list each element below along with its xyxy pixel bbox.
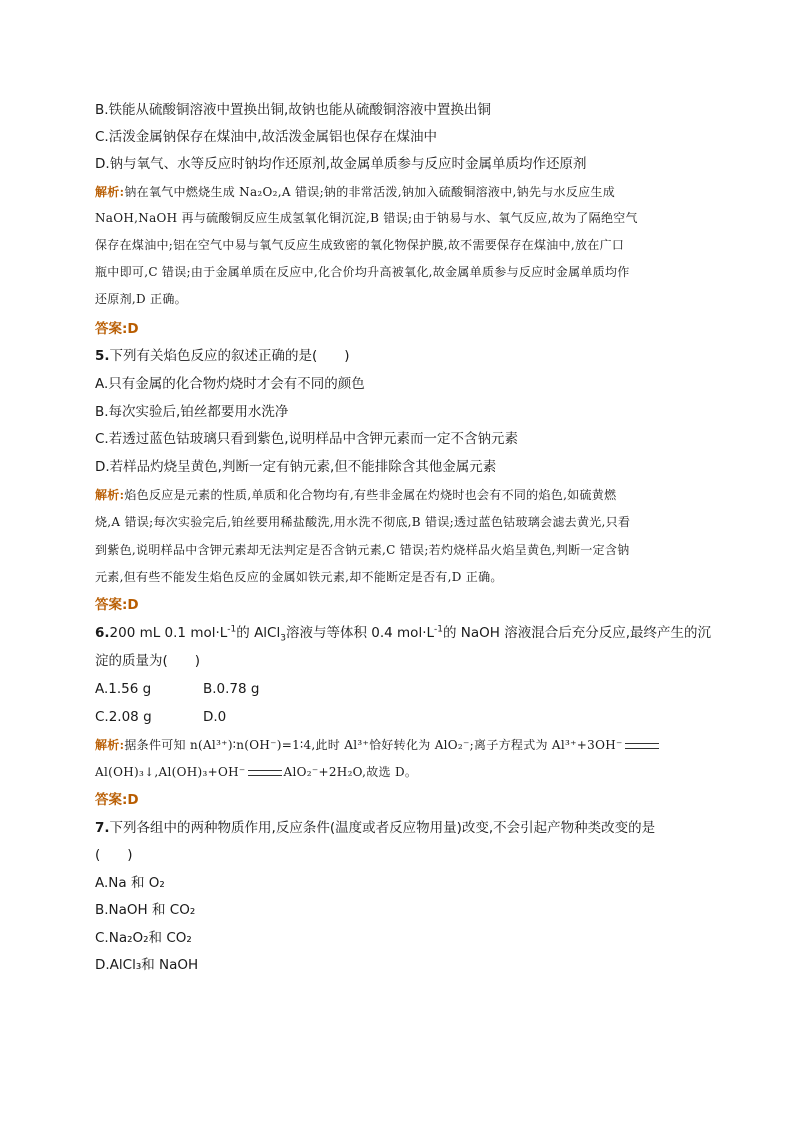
explanation-label: 解析: xyxy=(95,488,125,502)
q6-option-a: A.1.56 g xyxy=(95,681,152,697)
q5-option-d: D.若样品灼烧呈黄色,判断一定有钠元素,但不能排除含其他金属元素 xyxy=(95,459,497,475)
q6-option-b: B.0.78 g xyxy=(203,681,260,697)
explanation-label: 解析: xyxy=(95,185,125,199)
q7-option-d: D.AlCl₃和 NaOH xyxy=(95,957,199,973)
q4-explanation-line-1: 解析:钠在氧气中燃烧生成 Na₂O₂,A 错误;钠的非常活泼,钠加入硫酸铜溶液中,钠先与水反应生成 xyxy=(95,185,616,199)
q4-option-c: C.活泼金属钠保存在煤油中,故活泼金属铝也保存在煤油中 xyxy=(95,129,438,145)
q6-explanation-line-2: Al(OH)₃↓,Al(OH)₃+OH⁻ AlO₂⁻+2H₂O,故选 D。 xyxy=(95,765,418,779)
explanation-label: 解析: xyxy=(95,738,125,752)
q7-number: 7. xyxy=(95,820,110,836)
q5-explanation-line-3: 到紫色,说明样品中含钾元素却无法判定是否含钠元素,C 错误;若灼烧样品火焰呈黄色,判断一定含钠 xyxy=(95,543,630,557)
q5-option-c: C.若透过蓝色钴玻璃只看到紫色,说明样品中含钾元素而一定不含钠元素 xyxy=(95,431,519,447)
q7-option-a: A.Na 和 O₂ xyxy=(95,875,165,891)
q5-explanation-line-4: 元素,但有些不能发生焰色反应的金属如铁元素,却不能断定是否有,D 正确。 xyxy=(95,570,503,584)
q5-number: 5. xyxy=(95,348,110,364)
q6-option-d: D.0 xyxy=(203,709,227,725)
q4-explanation-line-2: NaOH,NaOH 再与硫酸铜反应生成氢氧化铜沉淀,B 错误;由于钠易与水、氧气反应,故为了隔绝空气 xyxy=(95,211,638,225)
q4-answer: 答案:D xyxy=(95,321,139,337)
q7-option-c: C.Na₂O₂和 CO₂ xyxy=(95,930,192,946)
q5-option-a: A.只有金属的化合物灼烧时才会有不同的颜色 xyxy=(95,376,365,392)
q4-explanation-line-3: 保存在煤油中;铝在空气中易与氧气反应生成致密的氧化物保护膜,故不需要保存在煤油中,放在广口 xyxy=(95,238,625,252)
q5-option-b: B.每次实验后,铂丝都要用水洗净 xyxy=(95,404,289,420)
q4-explanation-line-4: 瓶中即可,C 错误;由于金属单质在反应中,化合价均升高被氧化,故金属单质参与反应时金属单质均作 xyxy=(95,265,630,279)
q6-stem-line-2: 淀的质量为( ) xyxy=(95,653,201,669)
q4-option-d: D.钠与氧气、水等反应时钠均作还原剂,故金属单质参与反应时金属单质均作还原剂 xyxy=(95,156,587,172)
equation-equals-sign xyxy=(248,770,282,776)
q7-stem-bracket: ( ) xyxy=(95,847,133,863)
q5-explanation-line-1: 解析:焰色反应是元素的性质,单质和化合物均有,有些非金属在灼烧时也会有不同的焰色,如硫黄燃 xyxy=(95,488,617,502)
q5-answer: 答案:D xyxy=(95,597,139,613)
q6-explanation-line-1: 解析:据条件可知 n(Al³⁺)∶n(OH⁻)=1∶4,此时 Al³⁺恰好转化为 AlO₂⁻;离子方程式为 Al³⁺+3OH⁻ xyxy=(95,736,661,754)
q6-options-row-2 xyxy=(95,708,227,726)
q6-answer: 答案:D xyxy=(95,792,139,808)
q6-option-c: C.2.08 g xyxy=(95,709,152,725)
q5-stem: 5.下列有关焰色反应的叙述正确的是( ) xyxy=(95,348,350,364)
q6-options-row-1 xyxy=(95,680,260,698)
q4-option-b: B.铁能从硫酸铜溶液中置换出铜,故钠也能从硫酸铜溶液中置换出铜 xyxy=(95,102,491,118)
q7-stem: 7.下列各组中的两种物质作用,反应条件(温度或者反应物用量)改变,不会引起产物种类改变的是 xyxy=(95,820,656,836)
q4-explanation-line-5: 还原剂,D 正确。 xyxy=(95,292,187,306)
q7-option-b: B.NaOH 和 CO₂ xyxy=(95,902,196,918)
q6-stem-line-1: 6.200 mL 0.1 $mol\cdot L^{-1}$的 AlCl$_3$溶液与等体积 0.4 $mol\cdot L^{-1}$的 NaOH 溶液混合后充分反应,最终产生的沉 xyxy=(95,624,712,644)
q6-number: 6. xyxy=(95,625,110,641)
q5-explanation-line-2: 烧,A 错误;每次实验完后,铂丝要用稀盐酸洗,用水洗不彻底,B 错误;透过蓝色钴玻璃会滤去黄光,只看 xyxy=(95,515,631,529)
equation-equals-sign xyxy=(625,743,659,749)
